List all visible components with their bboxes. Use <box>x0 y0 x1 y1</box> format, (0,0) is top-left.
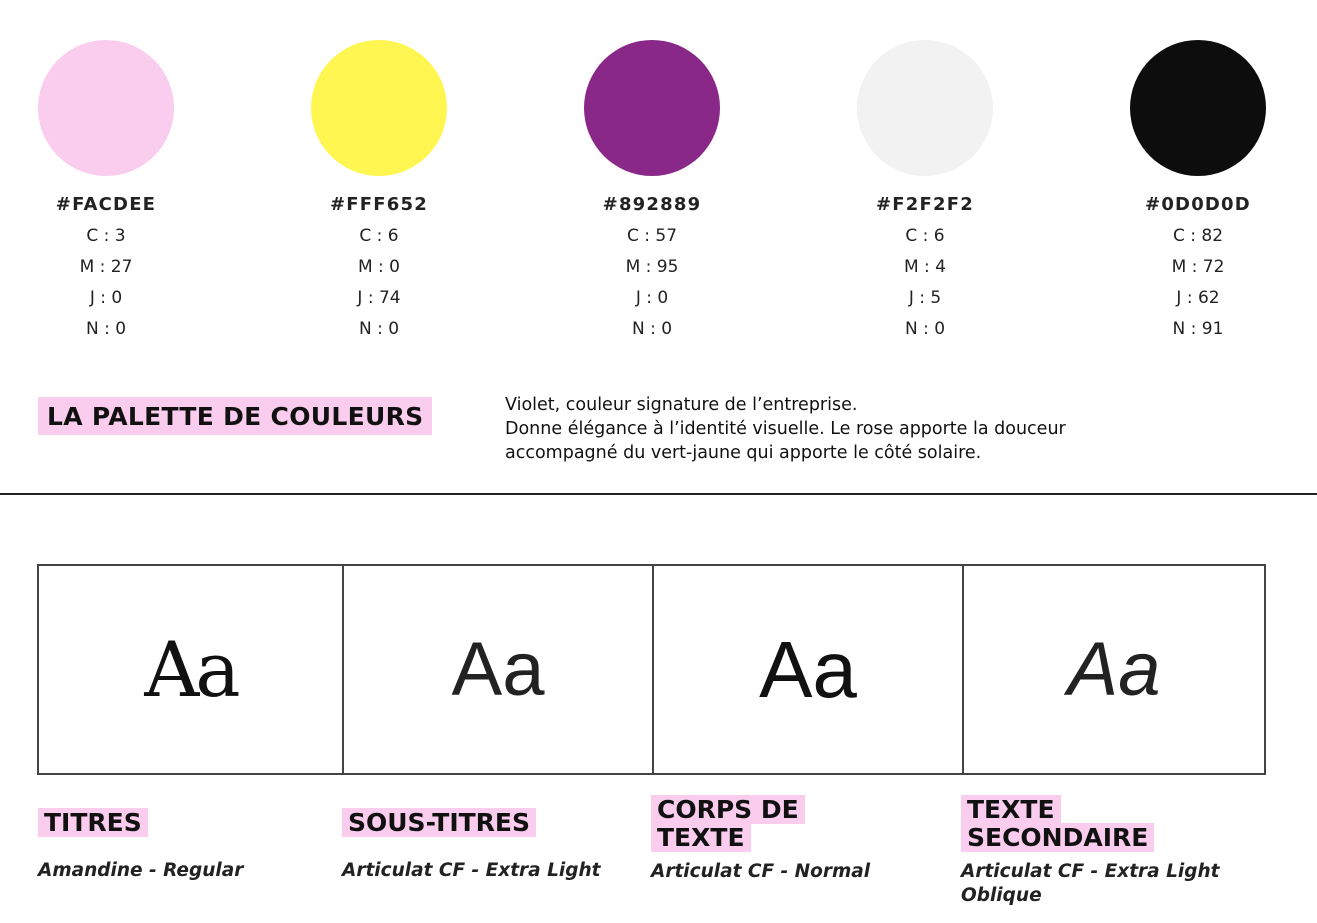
font-sample: Aa <box>144 624 237 714</box>
cmyk-j: J : 0 <box>635 288 669 308</box>
cmyk-c: C : 57 <box>626 226 678 246</box>
font-name: Amandine - Regular <box>38 860 244 881</box>
color-circle-yellow <box>311 40 447 176</box>
font-name: Articulat CF - Extra Light <box>342 860 601 881</box>
font-name: Articulat CF - Extra Light Oblique <box>961 861 1220 906</box>
cmyk-n: N : 0 <box>631 319 673 339</box>
type-cell-secondaire <box>964 566 1264 773</box>
font-name: Articulat CF - Normal <box>651 861 871 882</box>
cmyk-j: J : 74 <box>357 288 401 308</box>
type-cell-corps <box>654 566 964 773</box>
cmyk-j: J : 62 <box>1176 288 1220 308</box>
hex-code: #FACDEE <box>55 194 157 215</box>
cmyk-m: M : 95 <box>625 257 679 277</box>
font-block-sous-titres <box>342 809 601 883</box>
cmyk-n: N : 0 <box>85 319 127 339</box>
color-swatch-pink <box>26 40 186 345</box>
font-block-secondaire <box>961 796 1261 908</box>
cmyk-j: J : 5 <box>908 288 942 308</box>
cmyk-n: N : 91 <box>1172 319 1224 339</box>
type-cell-titres <box>39 566 344 773</box>
font-role-label: TEXTE SECONDAIRE <box>961 795 1154 852</box>
typography-grid <box>37 564 1266 775</box>
cmyk-n: N : 0 <box>358 319 400 339</box>
font-sample: Aa <box>451 626 545 712</box>
palette-desc-line: Violet, couleur signature de l’entreprise. <box>505 395 858 415</box>
font-block-corps <box>651 796 870 884</box>
cmyk-n: N : 0 <box>904 319 946 339</box>
color-swatch-light-gray <box>845 40 1005 345</box>
cmyk-m: M : 27 <box>79 257 133 277</box>
color-circle-pink <box>38 40 174 176</box>
cmyk-j: J : 0 <box>89 288 123 308</box>
font-role-label: CORPS DE TEXTE <box>651 795 805 852</box>
cmyk-c: C : 6 <box>905 226 945 246</box>
hex-code: #FFF652 <box>330 194 428 215</box>
color-swatch-violet <box>572 40 732 345</box>
font-role-label: SOUS-TITRES <box>342 808 536 837</box>
hex-code: #F2F2F2 <box>876 194 974 215</box>
cmyk-m: M : 0 <box>357 257 401 277</box>
color-swatch-black <box>1118 40 1278 345</box>
palette-title: LA PALETTE DE COULEURS <box>38 397 432 435</box>
hex-code: #892889 <box>602 194 702 215</box>
type-cell-sous-titres <box>344 566 654 773</box>
font-role-label: TITRES <box>38 808 148 837</box>
color-circle-light-gray <box>857 40 993 176</box>
color-circle-black <box>1130 40 1266 176</box>
palette-desc-line: accompagné du vert-jaune qui apporte le côté solaire. <box>505 443 982 463</box>
font-sample: Aa <box>1067 626 1161 712</box>
cmyk-m: M : 72 <box>1171 257 1225 277</box>
color-circle-violet <box>584 40 720 176</box>
font-sample: Aa <box>759 624 857 714</box>
palette-desc-line: Donne élégance à l’identité visuelle. Le rose apporte la douceur <box>505 419 1066 439</box>
cmyk-m: M : 4 <box>903 257 947 277</box>
palette-description <box>505 393 1066 465</box>
section-divider <box>0 493 1317 495</box>
color-swatch-yellow <box>299 40 459 345</box>
font-block-titres <box>38 809 268 883</box>
hex-code: #0D0D0D <box>1145 194 1251 215</box>
cmyk-c: C : 3 <box>86 226 126 246</box>
cmyk-c: C : 6 <box>359 226 399 246</box>
cmyk-c: C : 82 <box>1172 226 1224 246</box>
